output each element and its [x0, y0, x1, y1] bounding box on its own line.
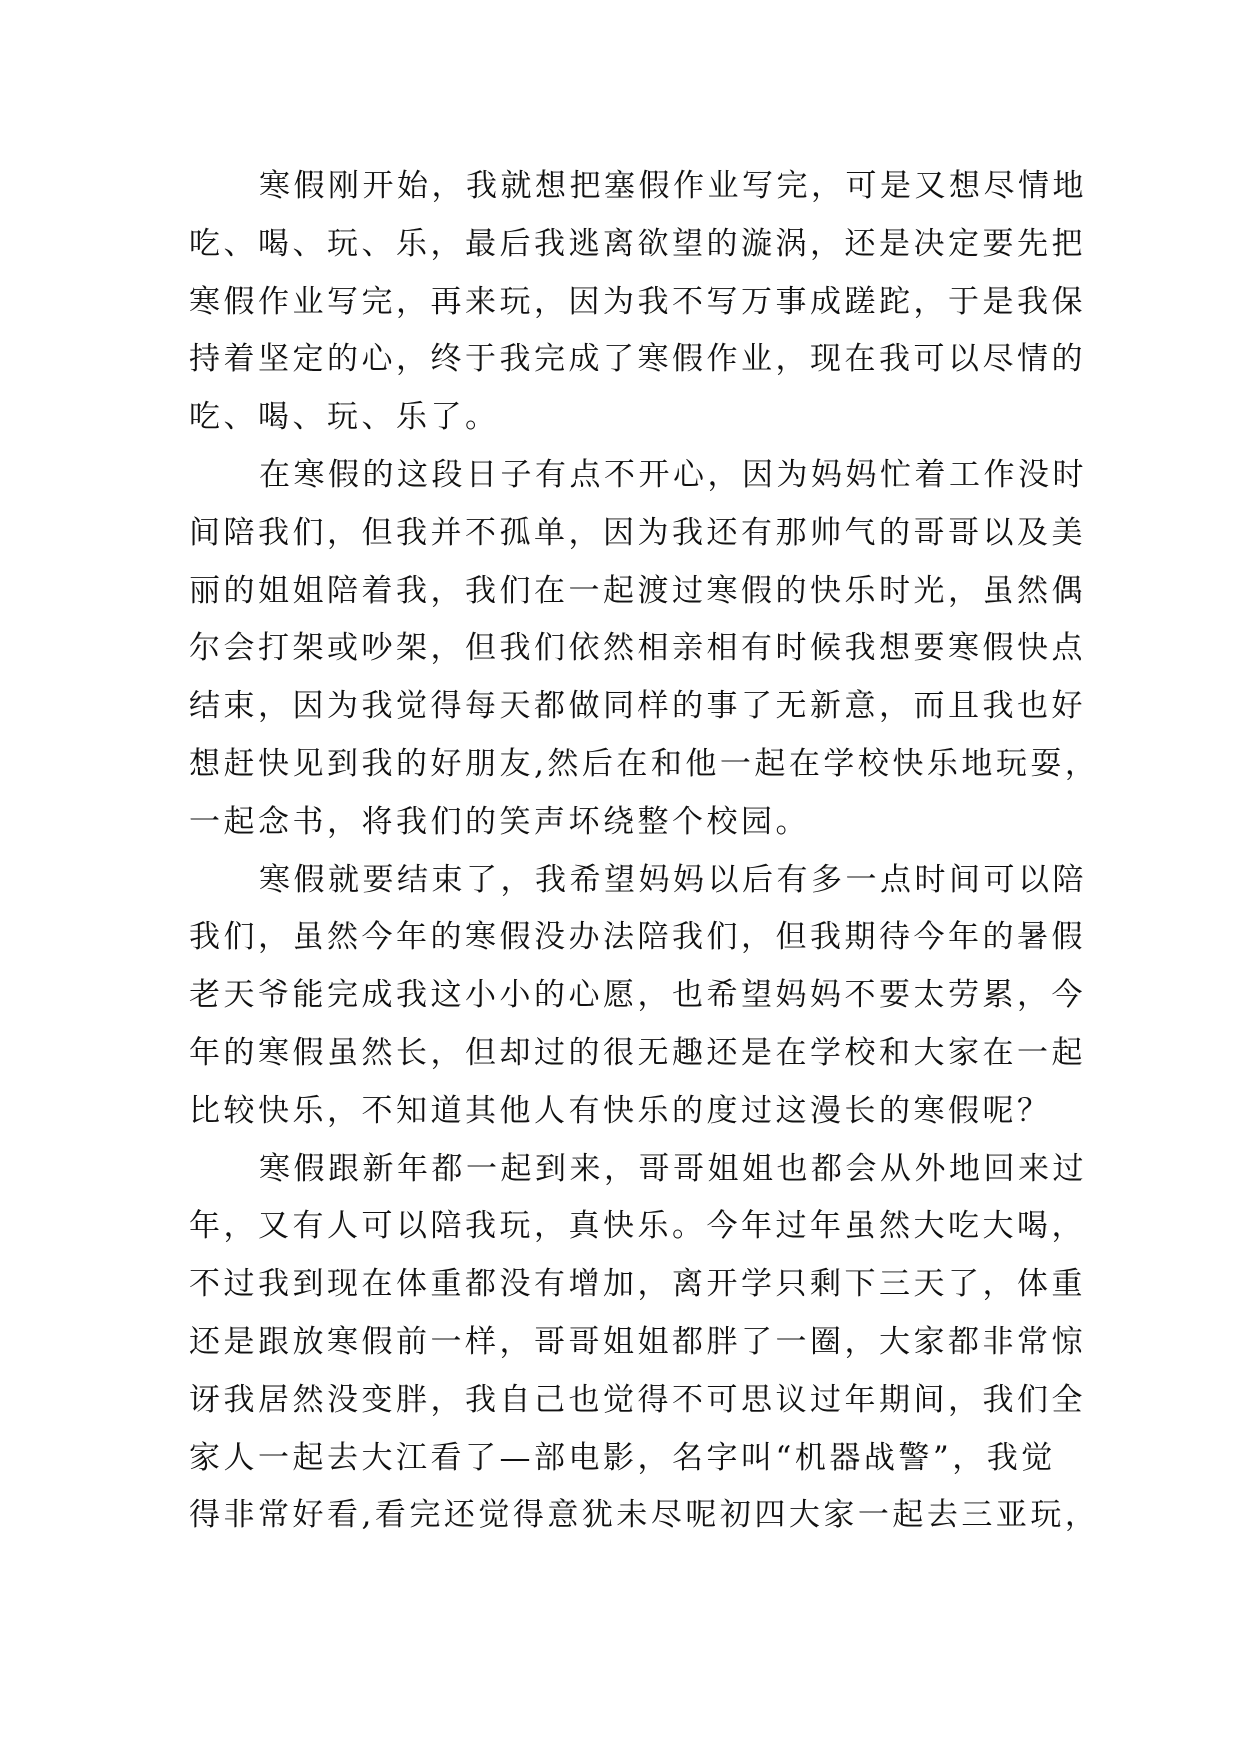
essay-body [189, 158, 1100, 1545]
text-line: 想赶快见到我的好朋友,然后在和他一起在学校快乐地玩耍， [189, 745, 1100, 782]
text-line: 结束，因为我觉得每天都做同样的事了无新意，而且我也好 [189, 688, 1086, 725]
text-line: 讶我居然没变胖，我自己也觉得不可思议过年期间，我们全 [189, 1381, 1086, 1418]
text-line: 寒假就要结束了，我希望妈妈以后有多一点时间可以陪 [259, 861, 1087, 898]
text-line: 寒假跟新年都一起到来，哥哥姐姐也都会从外地回来过 [259, 1150, 1087, 1187]
text-line: 尔会打架或吵架，但我们依然相亲相有时候我想要寒假快点 [189, 630, 1086, 667]
text-line: 年，又有人可以陪我玩，真快乐。今年过年虽然大吃大喝， [189, 1208, 1086, 1245]
text-line: 寒假作业写完，再来玩，因为我不写万事成蹉跎，于是我保 [189, 283, 1086, 320]
paragraph-3 [189, 852, 1087, 1141]
text-line: 老天爷能完成我这小小的心愿，也希望妈妈不要太劳累，今 [189, 977, 1086, 1014]
text-line: 家人一起去大江看了—部电影，名字叫“机器战警”，我觉 [189, 1439, 1056, 1476]
paragraph-4 [189, 1141, 1100, 1546]
text-line: 在寒假的这段日子有点不开心，因为妈妈忙着工作没时 [259, 456, 1087, 493]
paragraph-2 [189, 447, 1100, 852]
text-line: 不过我到现在体重都没有增加，离开学只剩下三天了，体重 [189, 1266, 1086, 1303]
paragraph-1 [189, 158, 1087, 447]
text-line: 还是跟放寒假前一样，哥哥姐姐都胖了一圈，大家都非常惊 [189, 1323, 1086, 1360]
text-line: 一起念书，将我们的笑声坏绕整个校园。 [189, 803, 810, 840]
text-line: 得非常好看,看完还觉得意犹未尽呢初四大家一起去三亚玩， [189, 1497, 1100, 1534]
text-line: 吃、喝、玩、乐了。 [189, 399, 500, 436]
text-line: 比较快乐，不知道其他人有快乐的度过这漫长的寒假呢？ [189, 1092, 1052, 1129]
text-line: 寒假刚开始，我就想把塞假作业写完，可是又想尽情地 [259, 168, 1087, 204]
text-line: 持着坚定的心，终于我完成了寒假作业，现在我可以尽情的 [189, 341, 1086, 378]
text-line: 我们，虽然今年的寒假没办法陪我们，但我期待今年的暑假 [189, 919, 1086, 956]
text-line: 年的寒假虽然长，但却过的很无趣还是在学校和大家在一起 [189, 1034, 1086, 1071]
text-line: 吃、喝、玩、乐，最后我逃离欲望的漩涡，还是决定要先把 [189, 225, 1086, 262]
text-line: 丽的姐姐陪着我，我们在一起渡过寒假的快乐时光，虽然偶 [189, 572, 1086, 609]
text-line: 间陪我们，但我并不孤单，因为我还有那帅气的哥哥以及美 [189, 514, 1086, 551]
